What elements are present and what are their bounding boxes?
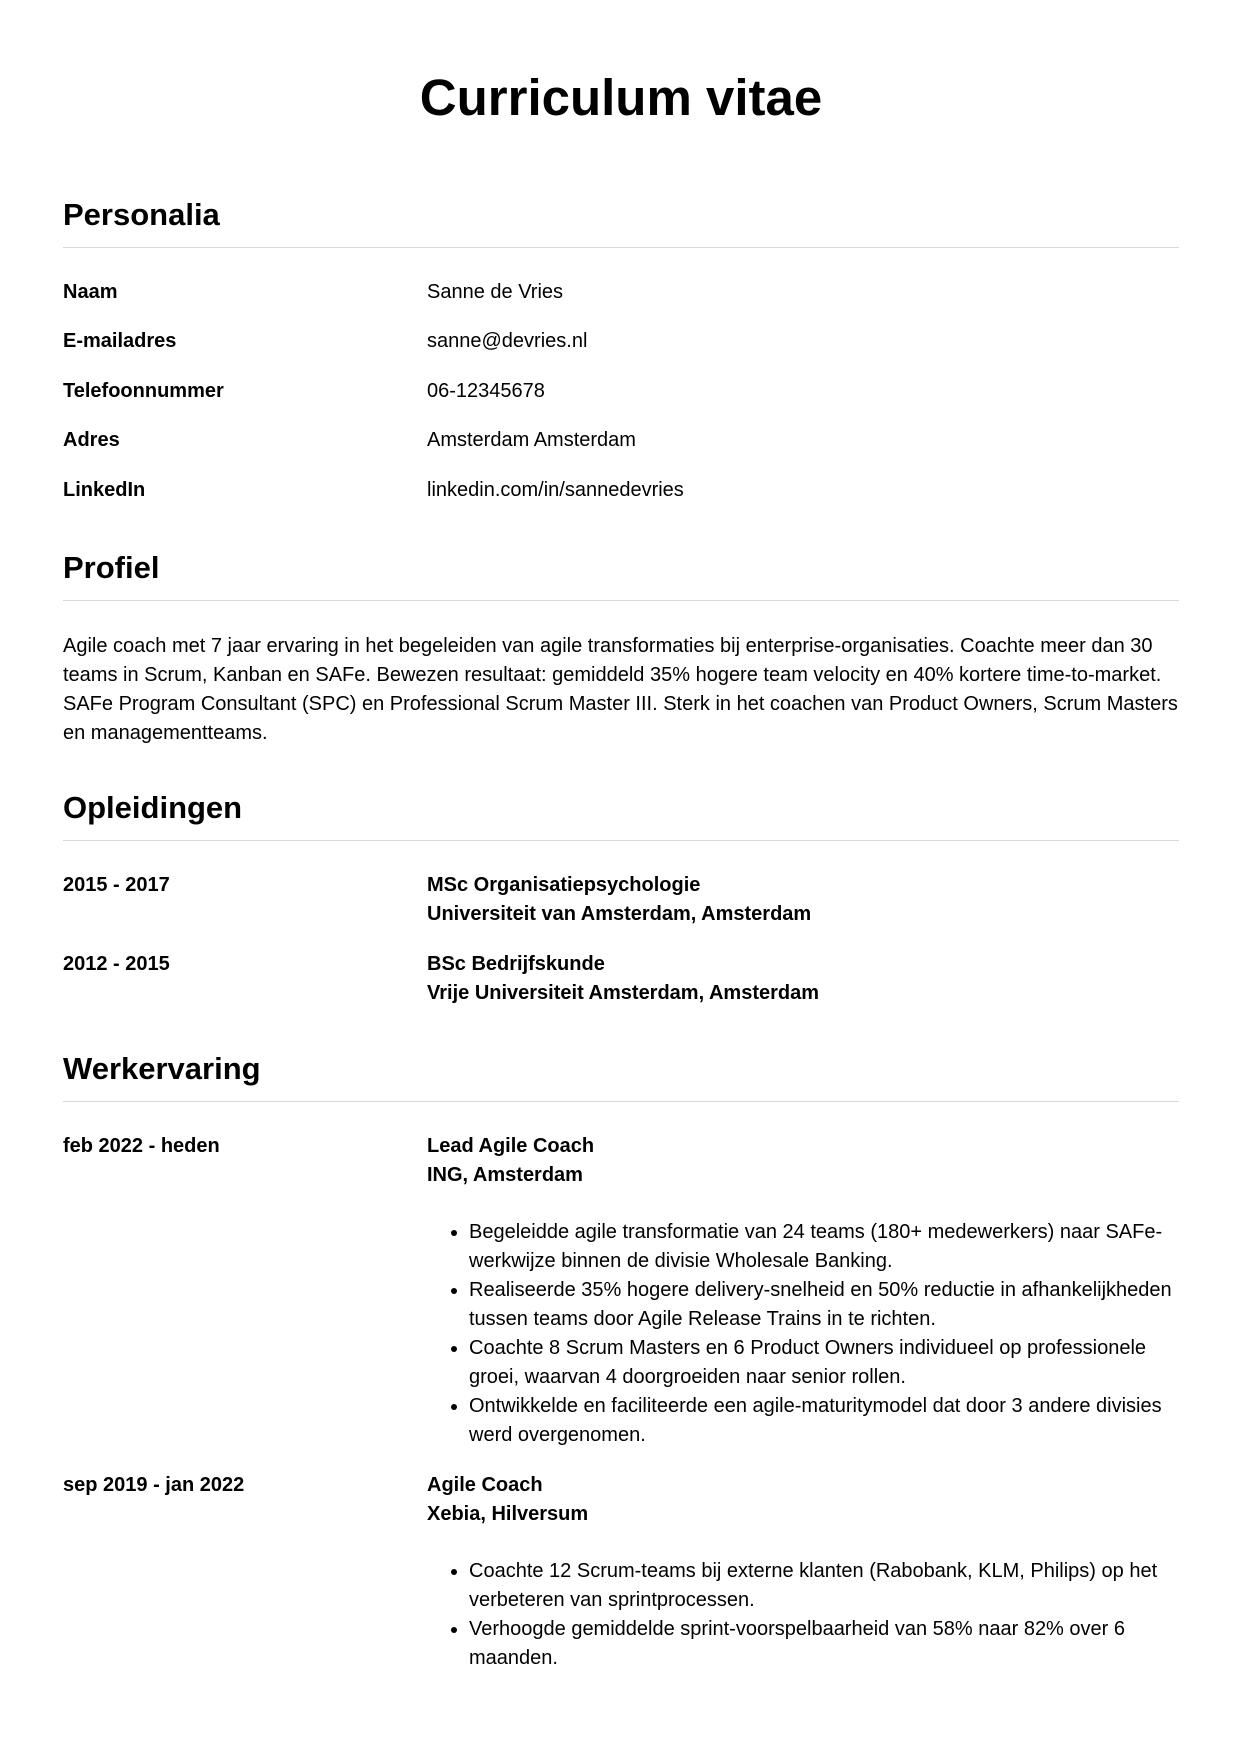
field-value: sanne@devries.nl xyxy=(427,330,588,352)
field-label: LinkedIn xyxy=(63,479,146,501)
education-details xyxy=(427,871,1179,929)
field-value: Sanne de Vries xyxy=(427,281,564,303)
work-bullet: • Coachte 8 Scrum Masters en 6 Product Owners individueel op professionele groei, waarvan 4 doorgroeiden naar senior rollen. xyxy=(469,1334,1179,1392)
field-value: Amsterdam Amsterdam xyxy=(427,429,636,451)
field-label: Naam xyxy=(63,281,118,303)
work-role: Agile Coach xyxy=(427,1474,543,1496)
work-bullet: • Begeleidde agile transformatie van 24 teams (180+ medewerkers) naar SAFe-werkwijze binnen de divisie Wholesale Banking. xyxy=(469,1218,1179,1276)
field-label: Telefoonnummer xyxy=(63,380,224,402)
field-value: linkedin.com/in/sannedevries xyxy=(427,479,684,501)
work-bullet-list xyxy=(427,1557,1179,1673)
field-label: Adres xyxy=(63,429,120,451)
profile-text: Agile coach met 7 jaar ervaring in het begeleiden van agile transformaties bij enterprise-organisaties. Coachte meer dan 30 teams in Scrum, Kanban en SAFe. Bewezen resultaat: gemiddeld 35% hogere team velocity en 40% kortere time-to-market. SAFe Program Consultant (SPC) en Professional Scrum Master III. Sterk in het coachen van Product Owners, Scrum Masters en managementteams. xyxy=(63,635,1178,744)
work-period: sep 2019 - jan 2022 xyxy=(63,1474,245,1496)
field-value: 06-12345678 xyxy=(427,380,545,402)
education-institution: Vrije Universiteit Amsterdam, Amsterdam xyxy=(427,982,820,1004)
section-title-personalia: Personalia xyxy=(63,197,220,232)
section-divider xyxy=(63,247,1179,248)
work-bullet: • Verhoogde gemiddelde sprint-voorspelbaarheid van 58% naar 82% over 6 maanden. xyxy=(469,1615,1179,1673)
work-bullet-list xyxy=(427,1218,1179,1450)
education-period: 2012 - 2015 xyxy=(63,953,170,975)
education-degree: BSc Bedrijfskunde xyxy=(427,953,605,975)
document-title: Curriculum vitae xyxy=(419,69,823,126)
section-divider xyxy=(63,600,1179,601)
work-role: Lead Agile Coach xyxy=(427,1135,595,1157)
work-bullet: • Coachte 12 Scrum-teams bij externe klanten (Rabobank, KLM, Philips) op het verbeteren van sprintprocessen. xyxy=(469,1557,1179,1615)
work-company: Xebia, Hilversum xyxy=(427,1503,589,1525)
section-divider xyxy=(63,1101,1179,1102)
education-period: 2015 - 2017 xyxy=(63,874,170,896)
section-title-opleidingen: Opleidingen xyxy=(63,790,243,825)
field-label: E-mailadres xyxy=(63,330,177,352)
work-period: feb 2022 - heden xyxy=(63,1135,220,1157)
section-title-profiel: Profiel xyxy=(63,550,160,585)
education-details xyxy=(427,950,1179,1008)
work-details xyxy=(427,1132,1179,1190)
work-bullet: • Ontwikkelde en faciliteerde een agile-maturitymodel dat door 3 andere divisies werd overgenomen. xyxy=(469,1392,1179,1450)
work-company: ING, Amsterdam xyxy=(427,1164,583,1186)
education-degree: MSc Organisatiepsychologie xyxy=(427,874,701,896)
section-divider xyxy=(63,840,1179,841)
education-institution: Universiteit van Amsterdam, Amsterdam xyxy=(427,903,812,925)
section-title-werkervaring: Werkervaring xyxy=(63,1051,261,1086)
work-details xyxy=(427,1471,1179,1529)
work-bullet: • Realiseerde 35% hogere delivery-snelheid en 50% reductie in afhankelijkheden tussen teams door Agile Release Trains in te richten. xyxy=(469,1276,1179,1334)
